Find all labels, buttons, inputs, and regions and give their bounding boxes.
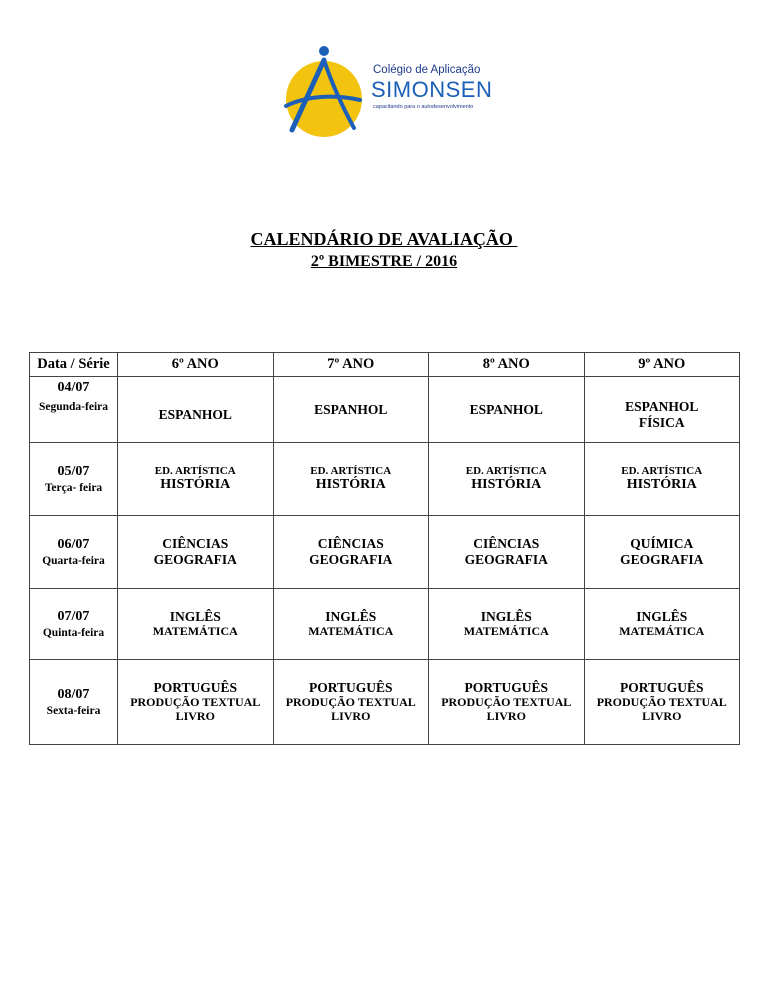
date-cell	[30, 516, 118, 589]
header-date-series: Data / Série	[30, 353, 118, 377]
school-logo	[280, 44, 500, 148]
subject: PORTUGUÊS	[153, 680, 238, 696]
subject-cell	[118, 377, 274, 443]
weekday: Quinta-feira	[42, 627, 105, 639]
exam-date: 06/07	[57, 537, 90, 552]
subject-cell	[584, 660, 740, 745]
subject: LIVRO	[642, 708, 682, 723]
subject: PRODUÇÃO TEXTUAL	[285, 694, 416, 709]
subject-cell	[118, 516, 274, 589]
subject: ESPANHOL	[625, 398, 699, 414]
subject: ESPANHOL	[158, 406, 232, 422]
subject: MATEMÁTICA	[619, 623, 705, 638]
subject-cell	[584, 589, 740, 660]
date-cell	[30, 443, 118, 516]
subject: INGLÊS	[480, 609, 532, 625]
subject: HISTÓRIA	[626, 477, 697, 493]
subject: INGLÊS	[169, 609, 221, 625]
subject-cell	[584, 443, 740, 516]
weekday: Segunda-feira	[39, 401, 108, 413]
table-row	[30, 589, 740, 660]
subject: ED. ARTÍSTICA	[621, 464, 703, 477]
table-header-row	[30, 353, 740, 377]
subject: ED. ARTÍSTICA	[154, 464, 236, 477]
date-cell	[30, 377, 118, 443]
subject: PRODUÇÃO TEXTUAL	[441, 694, 572, 709]
subject-cell	[273, 516, 429, 589]
subject: MATEMÁTICA	[308, 623, 394, 638]
subject: FÍSICA	[638, 414, 685, 430]
header-8-ano: 8º ANO	[429, 353, 585, 377]
subject: GEOGRAFIA	[153, 552, 237, 567]
subject: GEOGRAFIA	[464, 552, 548, 567]
subject: HISTÓRIA	[471, 477, 542, 493]
subject: CIÊNCIAS	[473, 536, 540, 552]
subject: ESPANHOL	[469, 401, 543, 417]
subject-cell	[429, 377, 585, 443]
page-subtitle: 2º BIMESTRE / 2016	[310, 253, 458, 270]
subject: LIVRO	[331, 708, 371, 723]
subject: PORTUGUÊS	[308, 680, 393, 696]
exam-date: 08/07	[57, 687, 90, 702]
subject-cell	[273, 589, 429, 660]
subject: ESPANHOL	[314, 401, 388, 417]
table-row	[30, 377, 740, 443]
weekday: Terça- feira	[44, 482, 103, 494]
subject-cell	[273, 660, 429, 745]
subject: CIÊNCIAS	[317, 536, 384, 552]
subject-cell	[429, 660, 585, 745]
table-row	[30, 660, 740, 745]
subject: LIVRO	[486, 708, 526, 723]
subject-cell	[584, 377, 740, 443]
exam-date: 05/07	[57, 464, 90, 479]
subject: MATEMÁTICA	[152, 623, 238, 638]
exam-date: 07/07	[57, 609, 90, 624]
subject: MATEMÁTICA	[463, 623, 549, 638]
subject-cell	[429, 516, 585, 589]
logo-tagline: capacitando para o autodesenvolvimento	[373, 104, 474, 110]
logo-brand-name: SIMONSEN	[371, 77, 493, 102]
logo-emblem-icon	[280, 44, 372, 148]
subject: LIVRO	[175, 708, 215, 723]
date-cell	[30, 660, 118, 745]
weekday: Sexta-feira	[46, 705, 101, 717]
subject-cell	[118, 443, 274, 516]
subject: HISTÓRIA	[315, 477, 386, 493]
subject: PRODUÇÃO TEXTUAL	[130, 694, 261, 709]
logo-school-name: Colégio de Aplicação	[373, 64, 481, 76]
subject-cell	[118, 589, 274, 660]
subject-cell	[429, 589, 585, 660]
date-cell	[30, 589, 118, 660]
header-6-ano: 6º ANO	[118, 353, 274, 377]
table-row	[30, 516, 740, 589]
subject: PORTUGUÊS	[619, 680, 704, 696]
exam-calendar-table	[29, 352, 740, 745]
subject: CIÊNCIAS	[162, 536, 229, 552]
subject: GEOGRAFIA	[620, 552, 704, 567]
subject-cell	[118, 660, 274, 745]
subject: GEOGRAFIA	[309, 552, 393, 567]
subject: PORTUGUÊS	[464, 680, 549, 696]
page-title: CALENDÁRIO DE AVALIAÇÃO	[250, 229, 518, 249]
subject-cell	[273, 443, 429, 516]
subject: INGLÊS	[636, 609, 688, 625]
exam-date: 04/07	[57, 380, 90, 395]
subject: QUÍMICA	[630, 536, 694, 552]
subject: HISTÓRIA	[160, 477, 231, 493]
subject: ED. ARTÍSTICA	[465, 464, 547, 477]
weekday: Quarta-feira	[42, 555, 105, 567]
header-9-ano: 9º ANO	[584, 353, 740, 377]
subject-cell	[584, 516, 740, 589]
subject: ED. ARTÍSTICA	[310, 464, 392, 477]
subject: INGLÊS	[325, 609, 377, 625]
table-row	[30, 443, 740, 516]
subject-cell	[429, 443, 585, 516]
header-7-ano: 7º ANO	[273, 353, 429, 377]
subject: PRODUÇÃO TEXTUAL	[596, 694, 727, 709]
subject-cell	[273, 377, 429, 443]
